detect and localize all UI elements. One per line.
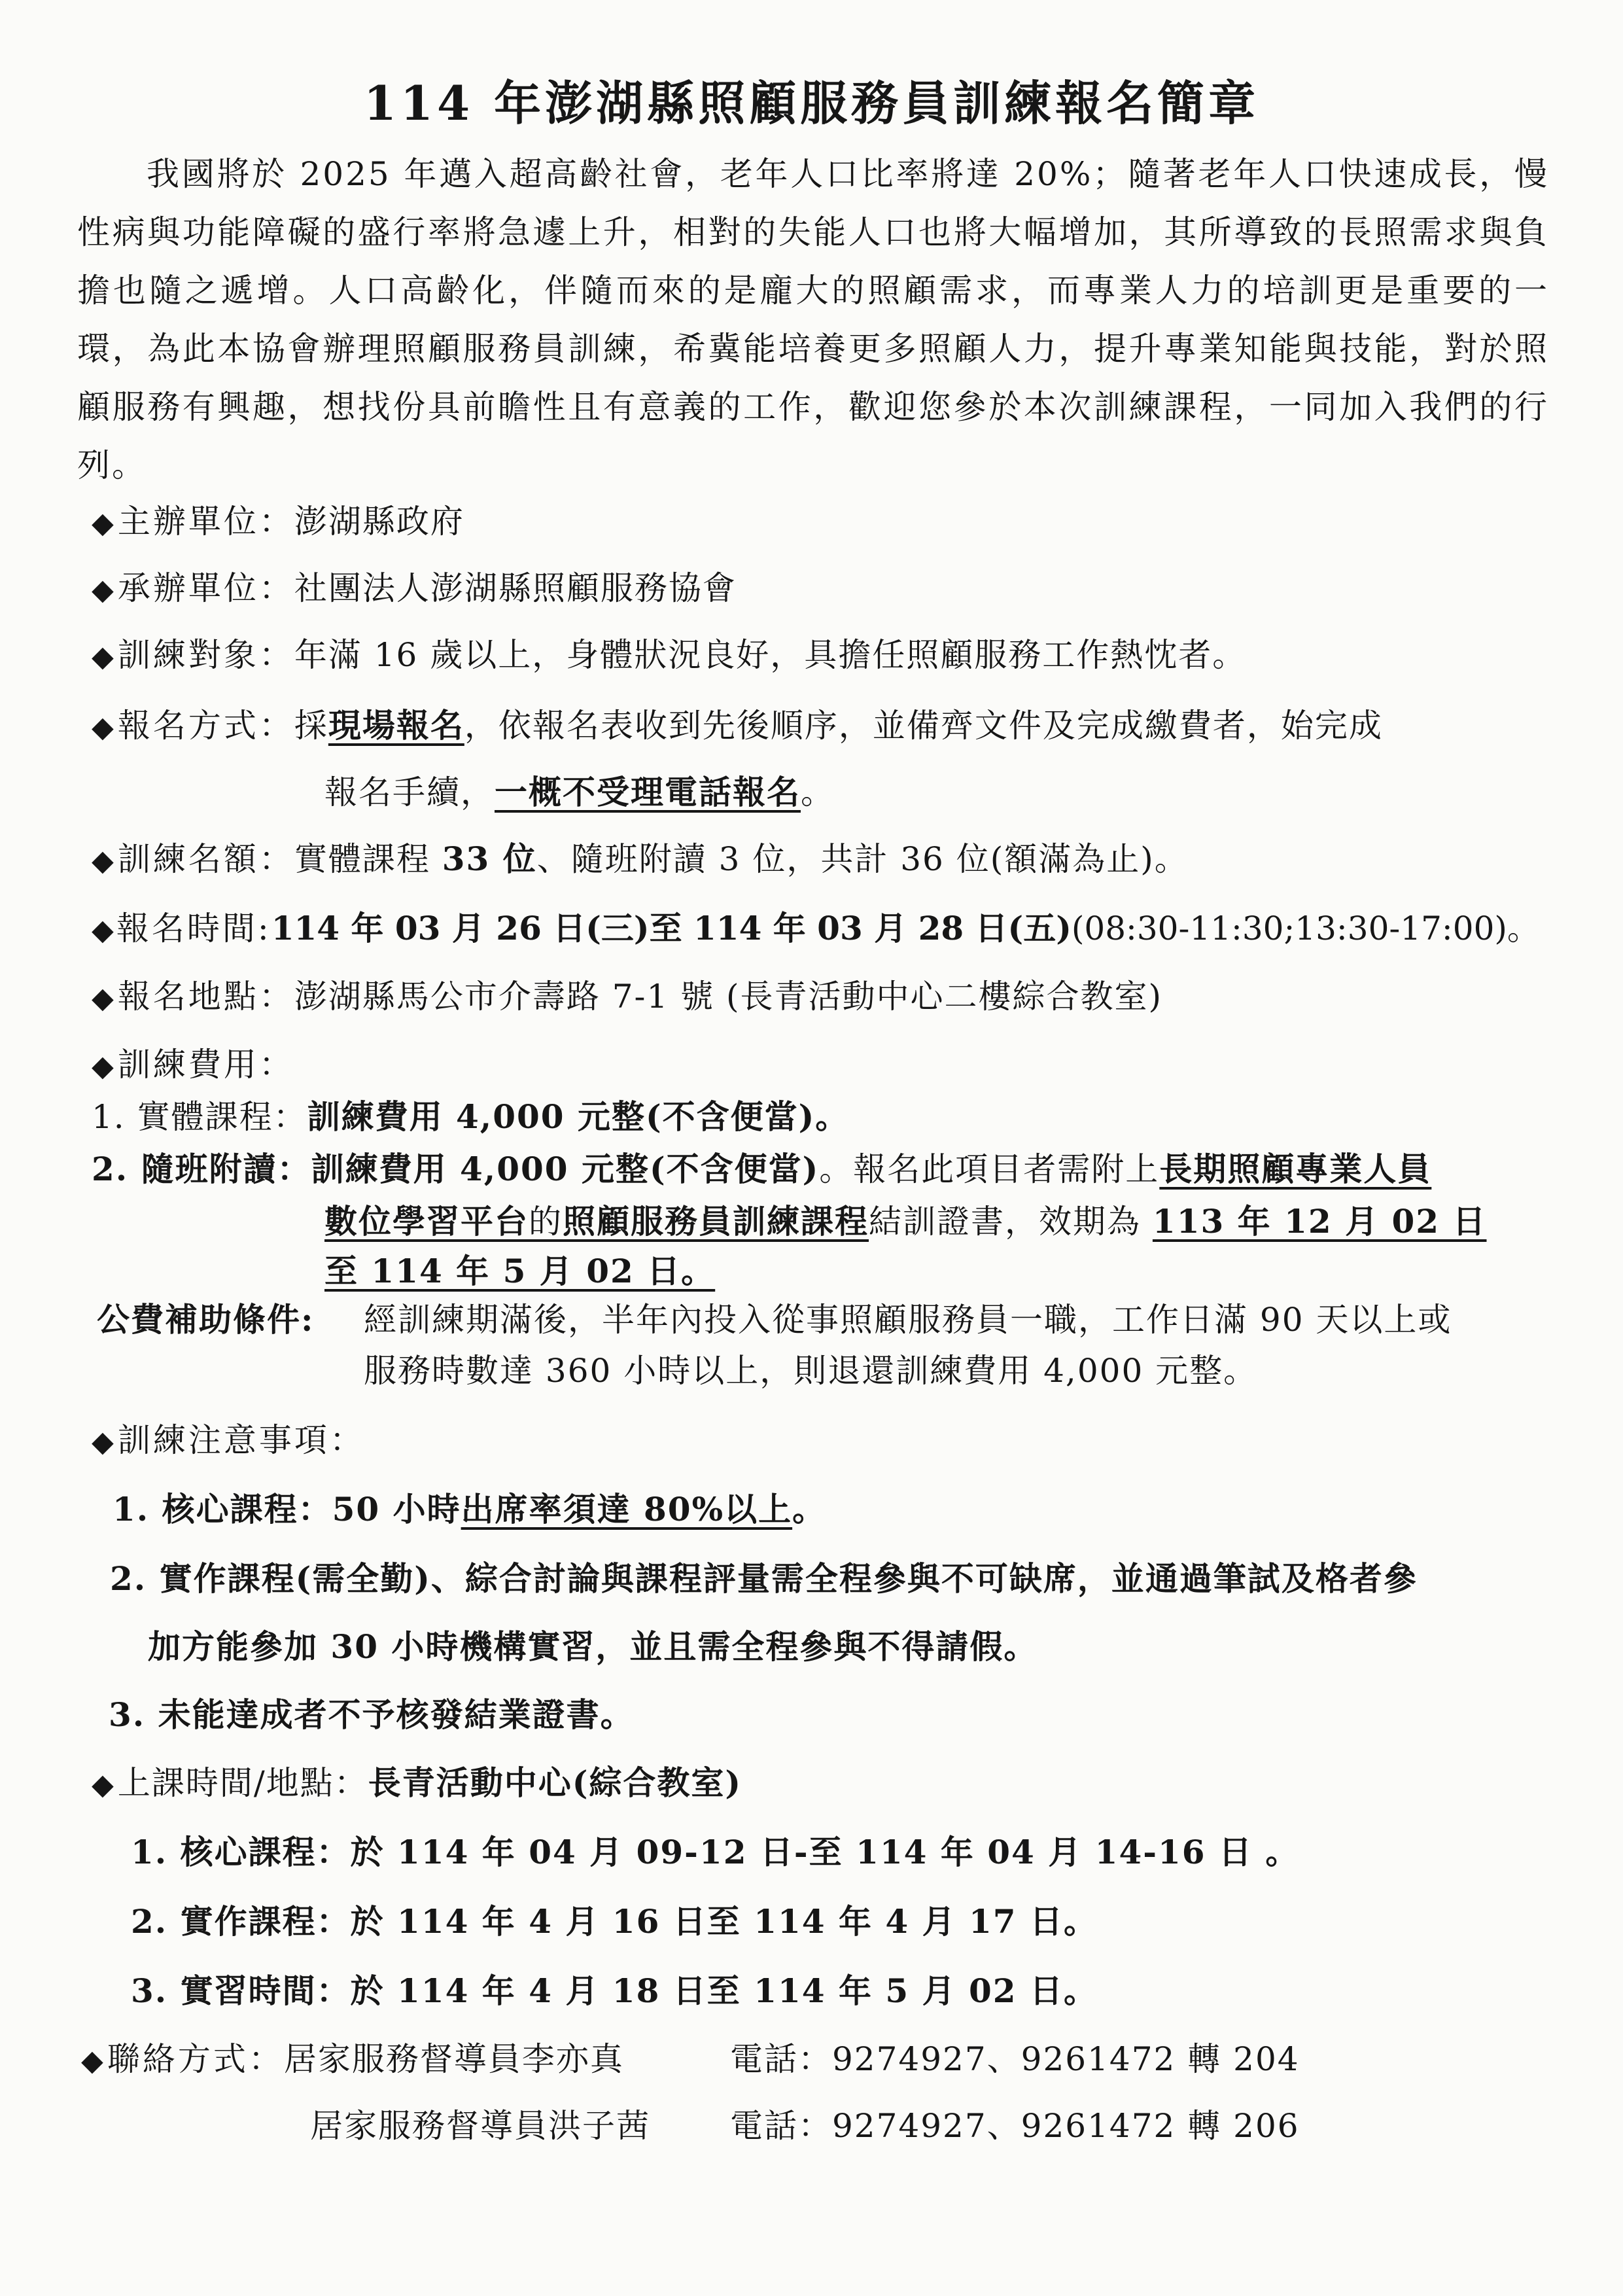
diamond-bullet-icon: ◆	[92, 913, 114, 947]
note-item-3: 3. 未能達成者不予核發結業證書。	[109, 1695, 635, 1734]
diamond-bullet-icon: ◆	[92, 1050, 115, 1083]
fee-item-2-label: 2. 隨班附讀：	[92, 1150, 311, 1188]
note-item-1-text: 1. 核心課程：50 小時	[113, 1490, 461, 1528]
diamond-bullet-icon: ◆	[92, 640, 115, 673]
contact-phone-1: 電話：9274927、9261472 轉 204	[730, 2040, 1300, 2078]
notes-label: 訓練注意事項：	[117, 1421, 365, 1459]
diamond-bullet-icon: ◆	[92, 1768, 115, 1801]
contact-row-1	[81, 2036, 624, 2084]
contact-person-1: 居家服務督導員李亦真	[283, 2040, 624, 2078]
note-item-1-text: 。	[792, 1490, 827, 1528]
target-label: 訓練對象：	[117, 636, 294, 674]
organizer-value: 澎湖縣政府	[294, 503, 464, 540]
organizer-label: 主辦單位：	[117, 503, 294, 540]
page-title: 114 年澎湖縣照顧服務員訓練報名簡章	[363, 75, 1260, 131]
executor-row	[92, 565, 737, 613]
diamond-bullet-icon: ◆	[92, 506, 115, 540]
attendance-requirement-emphasis: 出席率須達 80%以上	[461, 1490, 793, 1528]
note-item-1	[113, 1487, 826, 1532]
note-item-2-line-2: 加方能參加 30 小時機構實習，並且需全程參與不得請假。	[148, 1627, 1038, 1666]
ltc-professional-emphasis: 長期照顧專業人員	[1159, 1150, 1432, 1188]
subsidy-line-1: 經訓練期滿後，半年內投入從事照顧服務員一職，工作日滿 90 天以上或	[364, 1301, 1452, 1339]
diamond-bullet-icon: ◆	[92, 981, 115, 1015]
registration-time-row	[92, 906, 1540, 953]
registration-place-value: 澎湖縣馬公市介壽路 7-1 號 (長青活動中心二樓綜合教室)	[294, 978, 1163, 1016]
registration-time-label: 報名時間:	[116, 910, 271, 947]
notes-header-row	[92, 1417, 365, 1465]
class-item-3: 3. 實習時間：於 114 年 4 月 18 日至 114 年 5 月 02 日。	[131, 1971, 1098, 2010]
organizer-row	[92, 499, 464, 546]
registration-place-row	[92, 974, 1162, 1021]
class-header-row	[92, 1760, 742, 1808]
fee-item-1	[92, 1094, 849, 1140]
registration-method-row-2	[324, 769, 835, 815]
elearning-platform-emphasis: 數位學習平台	[324, 1202, 529, 1241]
fee-item-1-label: 1. 實體課程：	[92, 1098, 307, 1136]
fee-header-row	[92, 1042, 294, 1089]
note-item-2-line-1: 2. 實作課程(需全勤)、綜合討論與課程評量需全程參與不可缺席，並通過筆試及格者參	[110, 1559, 1418, 1598]
fee-item-2-text: 的	[529, 1203, 563, 1241]
quota-physical-count: 33 位	[442, 839, 537, 878]
registration-method-row	[92, 703, 1383, 751]
class-item-1: 1. 核心課程：於 114 年 04 月 09-12 日-至 114 年 04 月 14-16 日 。	[131, 1833, 1300, 1871]
subsidy-label: 公費補助條件:	[97, 1300, 315, 1339]
fee-item-2	[92, 1146, 1431, 1192]
quota-label: 訓練名額：	[117, 840, 294, 878]
diamond-bullet-icon: ◆	[81, 2044, 105, 2077]
registration-place-label: 報名地點：	[117, 978, 294, 1016]
executor-label: 承辦單位：	[117, 569, 294, 607]
registration-time-hours: (08:30-11:30;13:30-17:00)。	[1071, 910, 1540, 947]
diamond-bullet-icon: ◆	[92, 1425, 115, 1458]
subsidy-row	[97, 1297, 314, 1343]
class-item-2: 2. 實作課程：於 114 年 4 月 16 日至 114 年 4 月 17 日。	[131, 1902, 1098, 1941]
subsidy-line-2: 服務時數達 360 小時以上，則退還訓練費用 4,000 元整。	[364, 1352, 1258, 1390]
class-label: 上課時間/地點：	[117, 1764, 368, 1802]
contact-label: 聯絡方式：	[107, 2040, 284, 2078]
registration-method-text: 報名手續，	[324, 773, 495, 811]
registration-method-text: 。	[801, 773, 835, 811]
target-value: 年滿 16 歲以上，身體狀況良好，具擔任照顧服務工作熱忱者。	[294, 636, 1247, 674]
registration-method-label: 報名方式：	[117, 707, 294, 745]
class-place: 長青活動中心(綜合教室)	[368, 1763, 742, 1802]
quota-text: 實體課程	[294, 840, 442, 878]
diamond-bullet-icon: ◆	[92, 711, 115, 744]
diamond-bullet-icon: ◆	[92, 573, 115, 607]
fee-item-1-value: 訓練費用 4,000 元整(不含便當)。	[307, 1097, 850, 1136]
target-row	[92, 632, 1246, 680]
caregiver-course-emphasis: 照顧服務員訓練課程	[563, 1202, 869, 1241]
quota-row	[92, 836, 1189, 884]
registration-method-text: ，依報名表收到先後順序，並備齊文件及完成繳費者，始完成	[464, 707, 1383, 745]
validity-end-emphasis: 至 114 年 5 月 02 日。	[324, 1252, 716, 1290]
contact-phone-2: 電話：9274927、9261472 轉 206	[730, 2107, 1300, 2145]
registration-time-dates: 114 年 03 月 26 日(三)至 114 年 03 月 28 日(五)	[271, 909, 1072, 947]
executor-value: 社團法人澎湖縣照顧服務協會	[294, 569, 737, 607]
fee-item-2-text: 。報名此項目者需附上	[819, 1150, 1160, 1188]
quota-text: 、隨班附讀 3 位，共計 36 位(額滿為止)。	[536, 840, 1189, 878]
onsite-registration-emphasis: 現場報名	[328, 706, 464, 745]
fee-item-2-value: 訓練費用 4,000 元整(不含便當)	[311, 1150, 820, 1188]
fee-item-2-line-2	[324, 1199, 1486, 1245]
registration-method-text: 採	[294, 707, 328, 745]
diamond-bullet-icon: ◆	[92, 844, 115, 877]
validity-start-emphasis: 113 年 12 月 02 日	[1152, 1202, 1487, 1241]
no-phone-registration-emphasis: 一概不受理電話報名	[495, 773, 801, 811]
intro-paragraph: 我國將於 2025 年邁入超高齡社會，老年人口比率將達 20%；隨著老年人口快速成長，慢性病與功能障礙的盛行率將急遽上升，相對的失能人口也將大幅增加，其所導致的長照需求與負擔也隨之遞增。人口高齡化，伴隨而來的是龐大的照顧需求，而專業人力的培訓更是重要的一環，為此本協會辦理照顧服務員訓練，希冀能培養更多照顧人力，提升專業知能與技能，對於照顧服務有興趣，想找份具前瞻性且有意義的工作，歡迎您參於本次訓練課程，一同加入我們的行列。	[77, 155, 1549, 484]
fee-item-2-text: 結訓證書，效期為	[869, 1203, 1153, 1241]
fee-item-2-line-3	[324, 1248, 715, 1294]
contact-person-2: 居家服務督導員洪子茜	[310, 2107, 650, 2145]
fee-label: 訓練費用：	[117, 1046, 294, 1084]
